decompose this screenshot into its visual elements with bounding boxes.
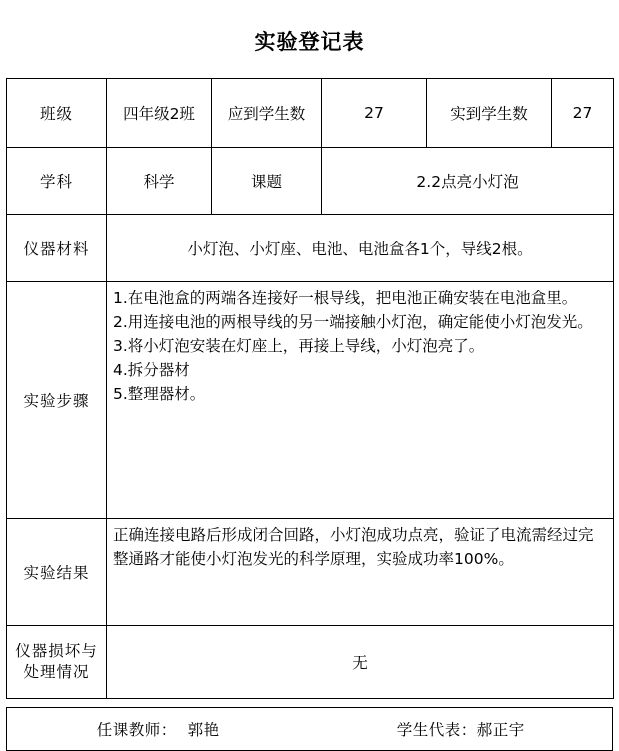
materials-value: 小灯泡、小灯座、电池、电池盒各1个，导线2根。 [107, 215, 614, 282]
list-item: 2.用连接电池的两根导线的另一端接触小灯泡，确定能使小灯泡发光。 [113, 313, 593, 332]
subject-label: 学科 [7, 148, 107, 215]
steps-value [107, 282, 614, 519]
damage-label [7, 626, 107, 699]
result-value: 正确连接电路后形成闭合回路，小灯泡成功点亮，验证了电流需经过完整通路才能使小灯泡发光的科学原理，实验成功率100%。 [107, 519, 614, 626]
table-row-materials [7, 215, 614, 282]
result-label: 实验结果 [7, 519, 107, 626]
topic-label: 课题 [212, 148, 322, 215]
class-value: 四年级2班 [107, 79, 212, 148]
student-label: 学生代表： [396, 721, 477, 739]
teacher-value: 郭艳 [187, 721, 220, 739]
subject-value: 科学 [107, 148, 212, 215]
steps-label: 实验步骤 [7, 282, 107, 519]
damage-label-text: 仪器损坏与处理情况 [15, 642, 98, 681]
table-row-damage [7, 626, 614, 699]
damage-value: 无 [107, 626, 614, 699]
steps-list [113, 286, 607, 406]
materials-label: 仪器材料 [7, 215, 107, 282]
expected-students-value: 27 [322, 79, 427, 148]
experiment-table [6, 78, 614, 699]
actual-students-label: 实到学生数 [427, 79, 552, 148]
table-row-result [7, 519, 614, 626]
page-title: 实验登记表 [254, 30, 365, 54]
list-item: 3.将小灯泡安装在灯座上，再接上导线，小灯泡亮了。 [113, 337, 485, 356]
teacher-label: 任课教师： [96, 721, 177, 739]
class-label: 班级 [7, 79, 107, 148]
topic-value: 2.2点亮小灯泡 [322, 148, 614, 215]
list-item: 1.在电池盒的两端各连接好一根导线，把电池正确安装在电池盒里。 [113, 289, 578, 307]
list-item: 4.拆分器材 [113, 361, 190, 380]
actual-students-value: 27 [552, 79, 614, 148]
signature-footer [6, 707, 613, 751]
student-value: 郝正宇 [476, 721, 525, 739]
list-item: 5.整理器材。 [113, 385, 206, 404]
table-row-subject [7, 148, 614, 215]
table-row-steps [7, 282, 614, 519]
table-row-class [7, 79, 614, 148]
expected-students-label: 应到学生数 [212, 79, 322, 148]
